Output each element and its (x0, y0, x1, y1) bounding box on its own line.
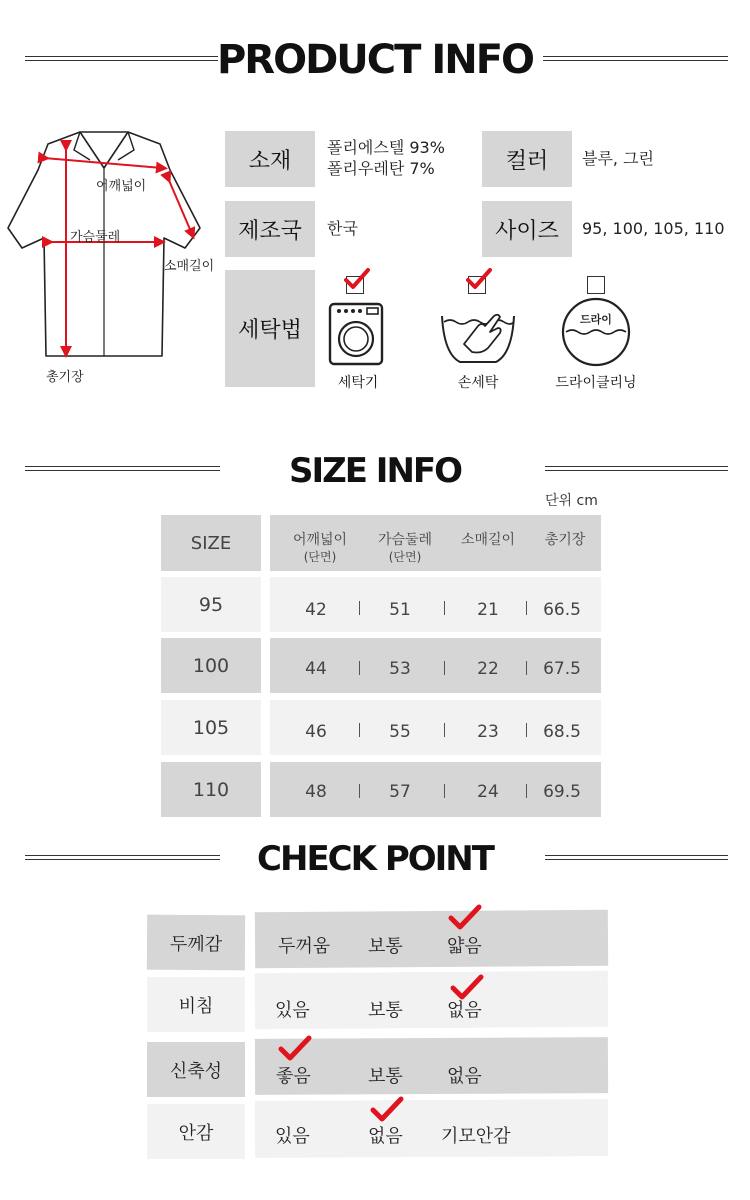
table-cell: 42 (305, 600, 327, 620)
size-info-title: SIZE INFO (288, 451, 462, 491)
title-line-right (543, 56, 728, 61)
material-value-2: 폴리우레탄 7% (327, 159, 435, 178)
check-label-thickness: 두께감 (147, 915, 245, 971)
shirt-measure-diagram (0, 120, 225, 400)
column-divider (526, 661, 527, 675)
dry-clean-icon-text: 드라이 (580, 313, 612, 326)
column-divider (359, 723, 360, 737)
column-divider (359, 784, 360, 798)
column-divider (444, 661, 445, 675)
hand-wash-icon (438, 308, 518, 368)
column-header-chest: 가슴둘레 (단면) (377, 532, 433, 564)
check-label-transparency: 비침 (147, 977, 245, 1032)
product-info-title: PRODUCT INFO (216, 37, 534, 83)
size-unit: 단위 cm (545, 493, 598, 509)
diagram-label-shoulder: 어깨넓이 (96, 179, 147, 194)
column-header-sleeve: 소매길이 (460, 532, 516, 548)
check-option: 없음 (447, 1066, 482, 1087)
material-value-1: 폴리에스텔 93% (327, 138, 445, 157)
table-cell: 68.5 (543, 722, 581, 742)
check-option: 좋음 (276, 1066, 311, 1087)
color-label: 컬러 (482, 131, 572, 187)
column-header-shoulder: 어깨넓이 (단면) (292, 532, 348, 564)
wash-label-machine: 세탁기 (337, 375, 379, 391)
check-option: 있음 (275, 1000, 310, 1021)
check-option: 보통 (368, 1000, 403, 1021)
column-header-length: 총기장 (544, 532, 586, 548)
checkmark-icon (344, 268, 370, 290)
table-row-size: 105 (161, 700, 261, 755)
table-cell: 48 (305, 782, 327, 802)
table-cell: 67.5 (543, 659, 581, 679)
wash-checkbox-dry[interactable] (587, 276, 605, 294)
wash-label-dry: 드라이클리닝 (555, 375, 637, 391)
table-cell: 53 (389, 659, 411, 679)
checkmark-icon (450, 974, 484, 1000)
column-divider (526, 601, 527, 615)
check-option: 없음 (447, 1000, 482, 1021)
table-cell: 55 (389, 722, 411, 742)
diagram-label-length: 총기장 (46, 370, 84, 385)
table-cell: 66.5 (543, 600, 581, 620)
diagram-label-chest: 가슴둘레 (70, 230, 121, 245)
size-head-label: SIZE (190, 532, 232, 554)
check-option: 보통 (368, 1066, 403, 1087)
column-divider (359, 601, 360, 615)
column-divider (526, 723, 527, 737)
table-cell: 69.5 (543, 782, 581, 802)
table-cell: 21 (477, 600, 499, 620)
column-divider (444, 784, 445, 798)
material-label: 소재 (225, 131, 315, 187)
origin-value: 한국 (327, 219, 358, 238)
table-cell: 22 (477, 659, 499, 679)
diagram-label-sleeve: 소매길이 (164, 259, 215, 274)
check-option: 얇음 (447, 936, 482, 957)
title-line-right (545, 466, 728, 471)
check-option: 기모안감 (441, 1126, 511, 1147)
table-cell: 23 (477, 722, 499, 742)
table-row-size: 95 (161, 577, 261, 632)
table-cell: 46 (305, 722, 327, 742)
table-cell: 24 (477, 782, 499, 802)
check-option: 있음 (275, 1126, 310, 1147)
size-label: 사이즈 (482, 201, 572, 257)
check-option: 보통 (368, 936, 403, 957)
washing-machine-icon (328, 302, 384, 366)
checkmark-icon (466, 268, 492, 290)
checkmark-icon (370, 1096, 404, 1122)
table-cell: 57 (389, 782, 411, 802)
column-divider (526, 784, 527, 798)
size-head-cell (161, 515, 261, 571)
origin-label: 제조국 (225, 201, 315, 257)
table-cell: 44 (305, 659, 327, 679)
check-option: 두꺼움 (278, 936, 331, 957)
size-value: 95, 100, 105, 110 (582, 219, 725, 238)
column-divider (444, 723, 445, 737)
check-label-lining: 안감 (147, 1104, 245, 1159)
check-option: 없음 (368, 1126, 403, 1147)
table-cell: 51 (389, 600, 411, 620)
dry-clean-icon (560, 296, 632, 368)
title-line-right (545, 855, 728, 860)
column-divider (444, 601, 445, 615)
check-point-title: CHECK POINT (257, 839, 493, 879)
checkmark-icon (278, 1035, 312, 1061)
color-value: 블루, 그린 (582, 149, 654, 168)
wash-label: 세탁법 (225, 270, 315, 387)
check-label-stretch: 신축성 (147, 1042, 245, 1097)
wash-label-hand: 손세탁 (457, 375, 499, 391)
column-divider (359, 661, 360, 675)
table-row-size: 100 (161, 638, 261, 693)
table-row-size: 110 (161, 762, 261, 817)
checkmark-icon (448, 904, 482, 930)
